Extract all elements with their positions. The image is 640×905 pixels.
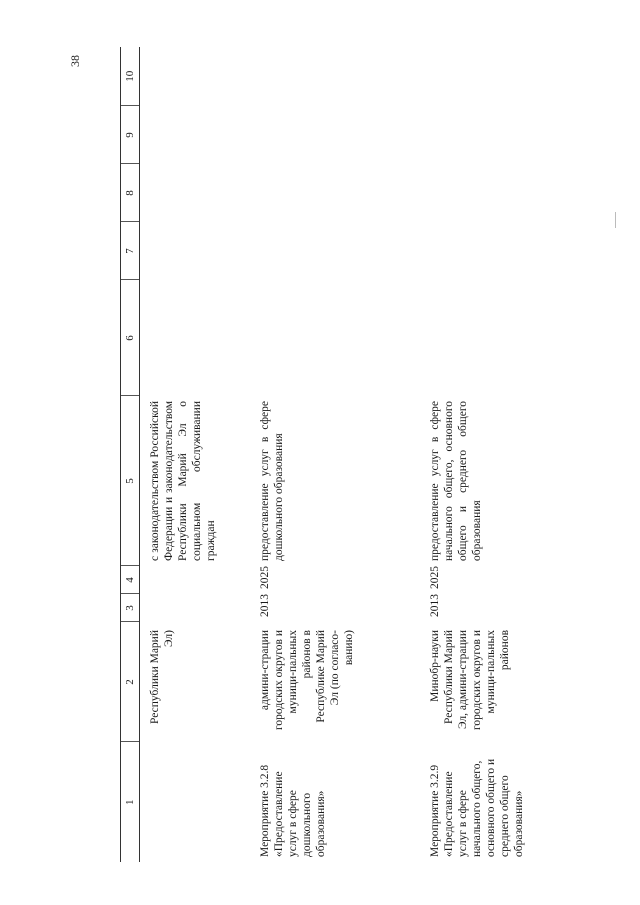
cell-measure xyxy=(140,742,250,862)
col-header-10: 10 xyxy=(121,47,140,106)
col-header-8: 8 xyxy=(121,164,140,222)
cell-end-year: 2025 xyxy=(258,566,271,589)
cell-6 xyxy=(140,280,250,396)
col-header-1: 1 xyxy=(121,742,140,862)
col-header-6: 6 xyxy=(121,280,140,396)
cell-6 xyxy=(420,280,600,396)
program-table xyxy=(120,47,600,862)
cell-7 xyxy=(420,222,600,280)
cell-executor: Республики Марий Эл) xyxy=(149,630,175,724)
col-header-7: 7 xyxy=(121,222,140,280)
cell-10 xyxy=(140,47,250,106)
cell-7 xyxy=(140,222,250,280)
rotated-page-content xyxy=(68,47,612,862)
cell-end-year xyxy=(140,566,250,594)
cell-8 xyxy=(250,164,420,222)
header-row xyxy=(121,47,140,862)
cell-8 xyxy=(420,164,600,222)
col-header-2: 2 xyxy=(121,622,140,742)
cell-result: предоставление услуг в сфере начального общего, основного общего и среднего общего образования xyxy=(428,401,483,561)
cell-executor: админи-страции городских округов и муници-пальных районов в Республике Марий Эл (по согласо-ванию) xyxy=(258,630,355,730)
table-row xyxy=(250,47,420,862)
cell-9 xyxy=(420,106,600,164)
cell-start-year: 2013 xyxy=(428,594,441,617)
col-header-3: 3 xyxy=(121,594,140,622)
cell-result: предоставление услуг в сфере дошкольного образования xyxy=(258,401,285,561)
cell-measure: Мероприятие 3.2.9 «Предоставление услуг в сфере начального общего, основного общего и среднего общего образования» xyxy=(428,758,525,857)
cell-6 xyxy=(250,280,420,396)
cell-7 xyxy=(250,222,420,280)
scan-mark xyxy=(615,212,616,228)
col-header-4: 4 xyxy=(121,566,140,594)
table-row xyxy=(140,47,250,862)
cell-9 xyxy=(250,106,420,164)
col-header-5: 5 xyxy=(121,396,140,566)
cell-measure: Мероприятие 3.2.8 «Предоставление услуг в сфере дошкольного образования» xyxy=(258,764,327,857)
cell-start-year: 2013 xyxy=(258,594,271,617)
cell-8 xyxy=(140,164,250,222)
cell-executor: Минобр-науки Республики Марий Эл, админи-страции городских округов и муници-пальных районов xyxy=(428,630,511,730)
table-row xyxy=(420,47,600,862)
page-number: 38 xyxy=(68,55,82,67)
cell-start-year xyxy=(140,594,250,622)
cell-10 xyxy=(420,47,600,106)
cell-10 xyxy=(250,47,420,106)
cell-9 xyxy=(140,106,250,164)
cell-end-year: 2025 xyxy=(428,566,441,589)
cell-result: с законодательством Российской Федерации и законодательством Республики Марий Эл о социальном обслуживании граждан xyxy=(149,401,217,561)
col-header-9: 9 xyxy=(121,106,140,164)
